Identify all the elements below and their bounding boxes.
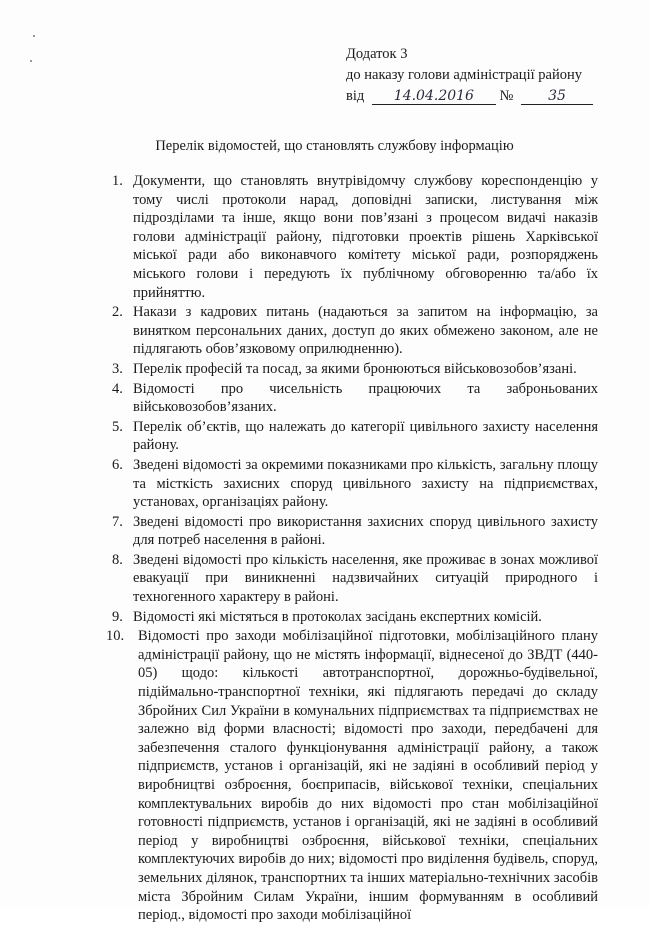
list-item xyxy=(112,608,598,627)
list-item xyxy=(112,172,598,302)
item-number: 4. xyxy=(112,380,123,397)
item-text: Документи, що становлять внутрівідомчу службову кореспонденцію у тому числі протоколи нарад, доповідні записки, листування між підрозділами та інше, якщо вони пов’язані з процесом видачі наказів голови адміністрації району, підготовки проектів рішень Харківської міської ради або виконавчого комітету міської ради, розпоряджень міського голови і передують їх публічному обговоренню та/або їх прийняттю. xyxy=(133,173,598,301)
item-text: Відомості які містяться в протоколах засідань експертних комісій. xyxy=(133,608,542,625)
item-number: 1. xyxy=(112,173,123,189)
item-number: 6. xyxy=(112,456,123,473)
item-number: 8. xyxy=(112,551,123,568)
item-text: Відомості про заходи мобілізаційної підготовки, мобілізаційного плану адміністрації району, що не містять інформації, віднесеної до ЗВДТ (440-05) щодо: кількості автотранспортної, дорожньо-будівельної, підіймально-транспортної техніки, які підлягають передачі до складу Збройних Сил України в комунальних підприємствах та підприємствах не залежно від форми власності; відомості про заходи, передбачені для забезпечення сталого функціонування адміністрації району, а також підприємств, установ і організацій, які не задіяні в особливий період у виробництві озброєння, боєприпасів, військової техніки, спеціальних комплектувальних виробів до них відомості про стан мобілізаційної готовності підприємств, установ і організацій, які не задіяні в особливий період у виробництві озброєння, військової техніки, спеціальних комплектуючих виробів до них; відомості про виділення будівель, споруд, земельних ділянок, транспортних та інших матеріально-технічних засобів міста Збройним Силам України, іншим формуванням в особливий період., відомості про заходи мобілізаційної xyxy=(138,628,598,924)
list-item xyxy=(112,360,598,379)
scan-speck xyxy=(30,60,32,62)
list-item xyxy=(112,513,598,550)
order-reference: до наказу голови адміністрації району xyxy=(346,67,582,83)
date-number-line xyxy=(346,86,593,107)
document-title: Перелік відомостей, що становлять службову інформацію xyxy=(155,138,514,154)
list-item xyxy=(112,418,598,455)
date-prefix: від xyxy=(346,88,365,104)
handwritten-number: 35 xyxy=(521,88,593,105)
item-text: Перелік об’єктів, що належать до категорії цивільного захисту населення району. xyxy=(133,418,598,454)
scan-speck xyxy=(33,35,35,37)
list-item xyxy=(112,456,598,512)
list-item xyxy=(106,627,598,925)
list-item xyxy=(112,551,598,607)
item-number: 10. xyxy=(106,628,125,645)
appendix-label: Додаток 3 xyxy=(346,46,408,62)
item-text: Зведені відомості про використання захисних споруд цивільного захисту для потреб населення в районі. xyxy=(133,513,598,549)
item-text: Накази з кадрових питань (надаються за запитом на інформацію, за винятком персональних даних, доступ до яких обмежено законом, але не підлягають обов’язковому оприлюдненню). xyxy=(133,304,598,358)
item-number: 2. xyxy=(112,304,123,321)
info-list xyxy=(106,172,598,926)
list-item xyxy=(112,380,598,417)
item-number: 9. xyxy=(112,608,123,625)
item-text: Перелік професій та посад, за якими бронюються військовозобов’язані. xyxy=(133,360,577,377)
item-text: Зведені відомості за окремими показниками про кількість, загальну площу та місткість захисних споруд цивільного захисту на підприємствах, установах, організаціях району. xyxy=(133,456,598,511)
document-header xyxy=(346,44,593,107)
item-text: Відомості про чисельність працюючих та заброньованих військовозобов’язаних. xyxy=(133,380,598,416)
item-text: Зведені відомості про кількість населення, яке проживає в зонах можливої евакуації при виникненні надзвичайних ситуацій природного і техногенного характеру в районі. xyxy=(133,551,598,606)
number-prefix: № xyxy=(499,88,514,104)
handwritten-date: 14.04.2016 xyxy=(372,88,496,105)
item-number: 3. xyxy=(112,360,123,377)
item-number: 5. xyxy=(112,418,123,435)
list-item xyxy=(112,303,598,359)
item-number: 7. xyxy=(112,513,123,530)
